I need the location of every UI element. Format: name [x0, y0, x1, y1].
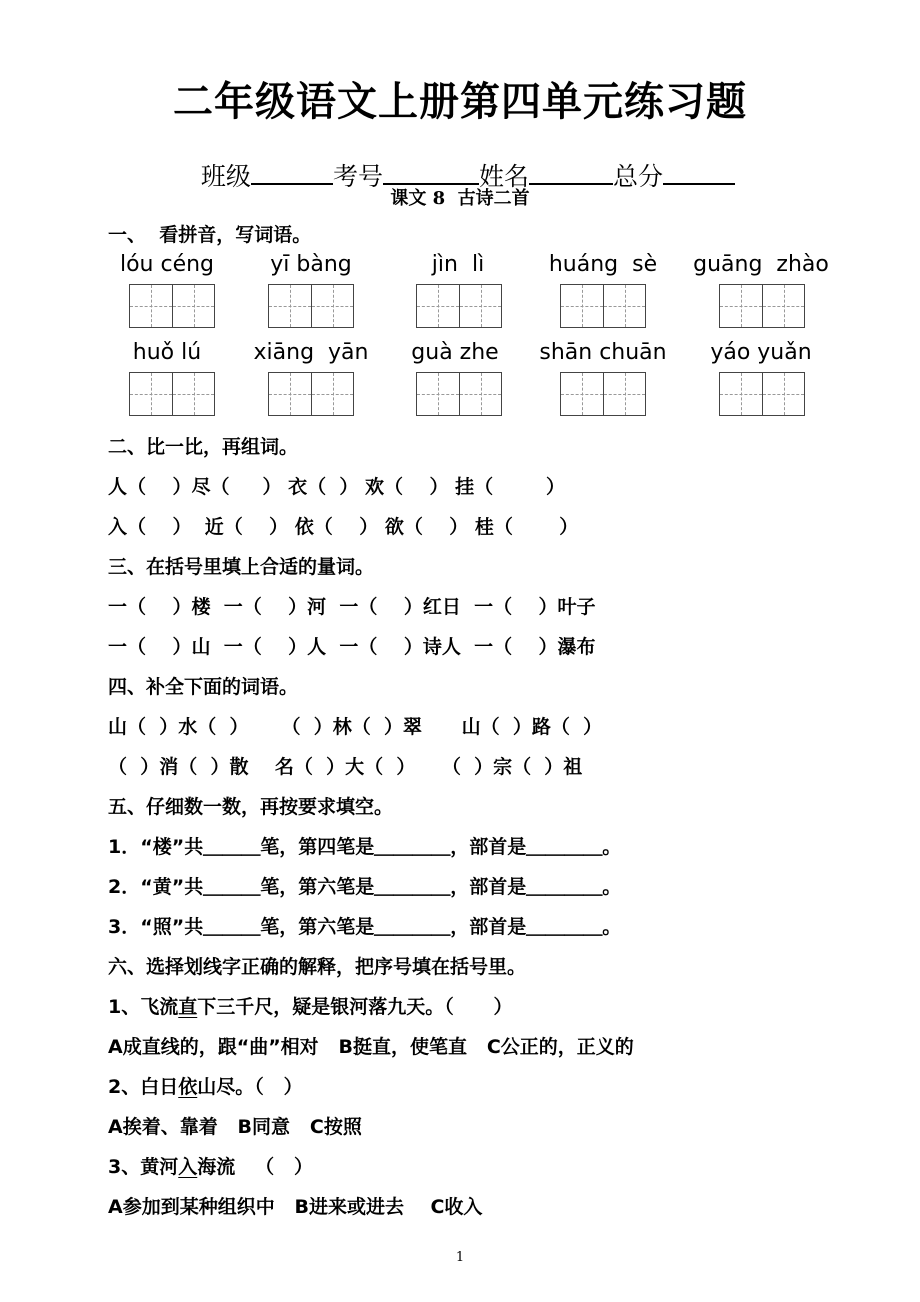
- pinyin-label: xiāng yān: [253, 340, 369, 365]
- compare-row: 入（ ） 近（ ） 依（ ） 欲（ ） 桂（ ）: [108, 516, 579, 538]
- meaning-question-3: [108, 1152, 313, 1179]
- number-label: 考号: [332, 162, 383, 191]
- meaning-options-2: A挨着、靠着 B同意 C按照: [108, 1116, 362, 1138]
- page-title: 二年级语文上册第四单元练习题: [173, 79, 747, 125]
- question-text: 1、飞流: [108, 996, 179, 1018]
- stroke-question: 1．“楼”共＿＿＿笔，第四笔是＿＿＿＿，部首是＿＿＿＿。: [108, 836, 622, 858]
- stroke-question: 2．“黄”共＿＿＿笔，第六笔是＿＿＿＿，部首是＿＿＿＿。: [108, 876, 622, 898]
- section2-heading: 二、比一比，再组词。: [108, 436, 299, 458]
- writing-grid[interactable]: [129, 372, 215, 416]
- complete-words-row: 山（ ）水（ ） （ ）林（ ）翠 山（ ）路（ ）: [108, 716, 603, 738]
- stroke-question: 3．“照”共＿＿＿笔，第六笔是＿＿＿＿，部首是＿＿＿＿。: [108, 916, 622, 938]
- section4-heading: 四、补全下面的词语。: [108, 676, 299, 698]
- question-text: 下三千尺，疑是银河落九天。（ ）: [197, 996, 513, 1018]
- score-label: 总分: [612, 162, 663, 191]
- pinyin-label: yáo yuǎn: [710, 340, 812, 365]
- writing-grid[interactable]: [416, 284, 502, 328]
- name-label: 姓名: [478, 162, 529, 191]
- measure-word-row: 一（ ）山 一（ ）人 一（ ）诗人 一（ ）瀑布: [108, 636, 596, 658]
- meaning-question-1: [108, 992, 512, 1019]
- writing-grid[interactable]: [719, 284, 805, 328]
- number-blank[interactable]: [383, 159, 479, 185]
- compare-row: 人（ ）尽（ ） 衣（ ） 欢（ ） 挂（ ）: [108, 476, 565, 498]
- underlined-char: 入: [178, 1156, 198, 1178]
- pinyin-label: lóu céng: [119, 252, 215, 277]
- meaning-question-2: [108, 1072, 303, 1099]
- pinyin-label: shān chuān: [539, 340, 667, 365]
- writing-grid[interactable]: [129, 284, 215, 328]
- section5-heading: 五、仔细数一数，再按要求填空。: [108, 796, 394, 818]
- writing-grid[interactable]: [560, 284, 646, 328]
- name-blank[interactable]: [529, 159, 613, 185]
- meaning-options-1: A成直线的，跟“曲”相对 B挺直，使笔直 C公正的，正义的: [108, 1036, 634, 1058]
- pinyin-label: huǒ lú: [132, 340, 202, 365]
- question-text: 2、白日: [108, 1076, 179, 1098]
- question-text: 海流 （ ）: [197, 1156, 313, 1178]
- pinyin-label: guāng zhào: [693, 252, 829, 277]
- class-blank[interactable]: [251, 159, 333, 185]
- underlined-char: 直: [178, 996, 198, 1018]
- measure-word-row: 一（ ）楼 一（ ）河 一（ ）红日 一（ ）叶子: [108, 596, 596, 618]
- question-text: 山尽。（ ）: [197, 1076, 303, 1098]
- underlined-char: 依: [178, 1076, 198, 1098]
- question-text: 3、黄河: [108, 1156, 179, 1178]
- writing-grid[interactable]: [416, 372, 502, 416]
- writing-grid[interactable]: [268, 284, 354, 328]
- writing-grid[interactable]: [719, 372, 805, 416]
- pinyin-label: jìn lì: [431, 252, 485, 277]
- class-label: 班级: [200, 162, 251, 191]
- section1-heading: 一、 看拼音，写词语。: [108, 224, 312, 246]
- page-number: 1: [455, 1250, 465, 1265]
- meaning-options-3: A参加到某种组织中 B进来或进去 C收入: [108, 1196, 483, 1218]
- score-blank[interactable]: [663, 159, 735, 185]
- pinyin-label: guà zhe: [411, 340, 499, 365]
- lesson-heading: 课文 8 古诗二首: [390, 188, 530, 209]
- pinyin-label: yī bàng: [270, 252, 352, 277]
- writing-grid[interactable]: [268, 372, 354, 416]
- writing-grid[interactable]: [560, 372, 646, 416]
- section3-heading: 三、在括号里填上合适的量词。: [108, 556, 375, 578]
- pinyin-label: huáng sè: [548, 252, 658, 277]
- section6-heading: 六、选择划线字正确的解释，把序号填在括号里。: [108, 956, 527, 978]
- complete-words-row: （ ）消（ ）散 名（ ）大（ ） （ ）宗（ ）祖: [108, 756, 583, 778]
